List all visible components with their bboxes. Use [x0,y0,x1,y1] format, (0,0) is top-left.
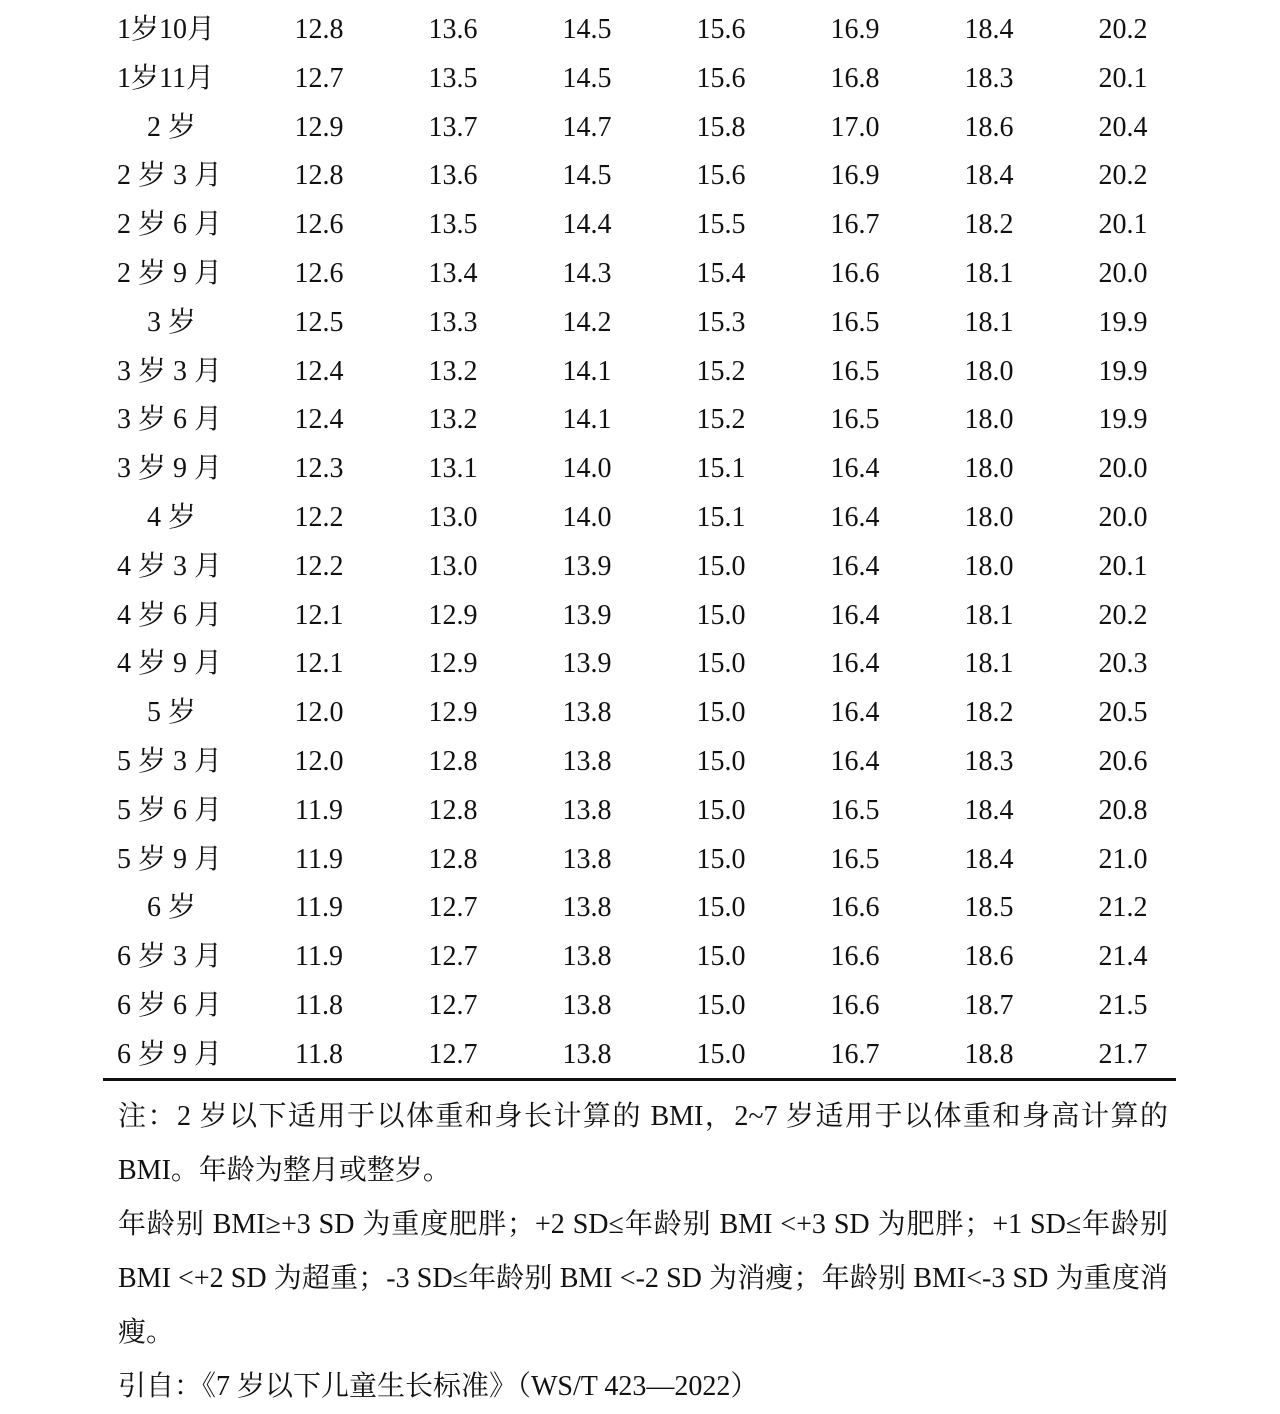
age-cell: 2 岁 3 月 [117,160,223,192]
bmi-value-cell: 16.4 [830,697,880,729]
bmi-value-cell: 21.7 [1098,1038,1148,1070]
age-cell: 5 岁 3 月 [117,745,223,777]
bmi-value-cell: 20.2 [1098,599,1148,631]
bmi-value-cell: 12.2 [294,501,344,533]
bmi-value-cell: 16.5 [830,355,880,387]
bmi-value-cell: 15.0 [696,941,746,973]
table-row [103,738,1190,787]
bmi-value-cell: 17.0 [830,111,880,143]
bmi-value-cell: 18.7 [964,989,1014,1021]
bmi-value-cell: 11.9 [295,892,343,924]
bmi-value-cell: 14.5 [562,160,612,192]
age-cell: 1岁10月 [117,14,216,45]
bmi-value-cell: 16.5 [830,794,880,826]
bmi-value-cell: 15.6 [696,62,746,94]
bmi-value-cell: 18.4 [964,843,1014,875]
bmi-value-cell: 21.4 [1098,941,1148,973]
bmi-value-cell: 13.8 [562,892,612,924]
bmi-value-cell: 13.6 [428,14,478,45]
table-row [103,884,1190,933]
age-cell: 4 岁 6 月 [117,599,223,631]
bmi-value-cell: 12.4 [294,355,344,387]
bmi-value-cell: 13.8 [562,745,612,777]
table-row [103,104,1190,153]
bmi-value-cell: 13.5 [428,62,478,94]
bmi-value-cell: 14.3 [562,257,612,289]
bmi-value-cell: 14.0 [562,501,612,533]
bmi-table-body [103,6,1190,1080]
bmi-value-cell: 15.0 [696,989,746,1021]
table-row [103,640,1190,689]
bmi-value-cell: 12.9 [428,648,478,680]
bmi-value-cell: 12.9 [428,599,478,631]
bmi-value-cell: 16.5 [830,306,880,338]
table-row [103,933,1190,982]
bmi-value-cell: 11.9 [295,941,343,973]
bmi-value-cell: 18.6 [964,941,1014,973]
bmi-value-cell: 16.4 [830,550,880,582]
age-cell: 5 岁 [147,697,197,729]
bmi-value-cell: 13.8 [562,989,612,1021]
bmi-value-cell: 13.8 [562,794,612,826]
bmi-value-cell: 12.9 [294,111,344,143]
bmi-value-cell: 15.0 [696,745,746,777]
bmi-value-cell: 20.2 [1098,160,1148,192]
age-cell: 6 岁 6 月 [117,989,223,1021]
bmi-value-cell: 12.0 [294,745,344,777]
bmi-value-cell: 20.4 [1098,111,1148,143]
table-row [103,787,1190,836]
table-row [103,201,1190,250]
table-row [103,250,1190,299]
age-cell: 6 岁 3 月 [117,941,223,973]
bmi-value-cell: 11.8 [295,989,343,1021]
bmi-value-cell: 13.5 [428,209,478,241]
bmi-value-cell: 14.4 [562,209,612,241]
table-row [103,543,1190,592]
bmi-value-cell: 16.4 [830,745,880,777]
bmi-value-cell: 15.2 [696,355,746,387]
age-cell: 3 岁 9 月 [117,453,223,485]
bmi-value-cell: 15.0 [696,843,746,875]
bmi-value-cell: 16.6 [830,892,880,924]
bmi-value-cell: 20.6 [1098,745,1148,777]
bmi-value-cell: 13.0 [428,501,478,533]
bmi-value-cell: 18.3 [964,62,1014,94]
bmi-value-cell: 15.2 [696,404,746,436]
bmi-value-cell: 20.1 [1098,62,1148,94]
bmi-value-cell: 12.7 [428,892,478,924]
bmi-value-cell: 12.9 [428,697,478,729]
age-cell: 2 岁 9 月 [117,257,223,289]
bmi-value-cell: 13.9 [562,599,612,631]
table-row [103,55,1190,104]
bmi-value-cell: 12.3 [294,453,344,485]
bmi-value-cell: 12.1 [294,599,344,631]
bmi-value-cell: 16.4 [830,648,880,680]
bmi-value-cell: 12.8 [294,14,344,45]
bmi-value-cell: 18.4 [964,794,1014,826]
bmi-value-cell: 15.4 [696,257,746,289]
bmi-value-cell: 18.3 [964,745,1014,777]
bmi-value-cell: 16.6 [830,989,880,1021]
age-cell: 1岁11月 [117,62,214,94]
bmi-value-cell: 14.2 [562,306,612,338]
table-row [103,836,1190,885]
bmi-value-cell: 13.9 [562,550,612,582]
note-age-applicability: 注：2 岁以下适用于以体重和身长计算的 BMI，2~7 岁适用于以体重和身高计算的 BMI。年龄为整月或整岁。 [118,1101,1168,1186]
bmi-value-cell: 18.0 [964,404,1014,436]
bmi-value-cell: 15.0 [696,599,746,631]
bmi-value-cell: 15.0 [696,892,746,924]
bmi-value-cell: 15.1 [696,501,746,533]
bmi-value-cell: 19.9 [1098,355,1148,387]
bmi-value-cell: 16.8 [830,62,880,94]
bmi-value-cell: 20.3 [1098,648,1148,680]
table-bottom-rule [103,1078,1176,1081]
bmi-value-cell: 16.7 [830,1038,880,1070]
bmi-value-cell: 20.0 [1098,501,1148,533]
table-row [103,1031,1190,1080]
bmi-value-cell: 12.7 [294,62,344,94]
bmi-value-cell: 15.0 [696,648,746,680]
bmi-value-cell: 21.2 [1098,892,1148,924]
age-cell: 6 岁 9 月 [117,1038,223,1070]
bmi-value-cell: 14.1 [562,355,612,387]
bmi-value-cell: 16.5 [830,404,880,436]
table-row [103,396,1190,445]
bmi-value-cell: 13.8 [562,1038,612,1070]
bmi-value-cell: 18.1 [964,648,1014,680]
bmi-value-cell: 18.4 [964,14,1014,45]
bmi-value-cell: 20.5 [1098,697,1148,729]
bmi-value-cell: 15.3 [696,306,746,338]
bmi-value-cell: 16.4 [830,599,880,631]
bmi-value-cell: 13.8 [562,697,612,729]
bmi-value-cell: 14.5 [562,14,612,45]
table-row [103,445,1190,494]
bmi-value-cell: 14.5 [562,62,612,94]
bmi-value-cell: 16.7 [830,209,880,241]
bmi-value-cell: 13.8 [562,941,612,973]
bmi-value-cell: 12.6 [294,257,344,289]
bmi-value-cell: 21.5 [1098,989,1148,1021]
age-cell: 3 岁 3 月 [117,355,223,387]
bmi-value-cell: 19.9 [1098,404,1148,436]
bmi-table [103,6,1190,1080]
bmi-value-cell: 13.9 [562,648,612,680]
bmi-value-cell: 13.8 [562,843,612,875]
age-cell: 4 岁 [147,501,197,533]
table-row [103,592,1190,641]
table-row [103,494,1190,543]
bmi-value-cell: 18.5 [964,892,1014,924]
bmi-value-cell: 11.9 [295,794,343,826]
table-row [103,299,1190,348]
bmi-value-cell: 12.7 [428,989,478,1021]
bmi-value-cell: 20.1 [1098,209,1148,241]
bmi-value-cell: 18.8 [964,1038,1014,1070]
bmi-value-cell: 12.8 [428,794,478,826]
bmi-value-cell: 13.2 [428,355,478,387]
bmi-value-cell: 18.1 [964,599,1014,631]
bmi-value-cell: 12.4 [294,404,344,436]
age-cell: 6 岁 [147,892,197,924]
bmi-value-cell: 15.6 [696,14,746,45]
bmi-value-cell: 20.1 [1098,550,1148,582]
age-cell: 5 岁 6 月 [117,794,223,826]
age-cell: 4 岁 3 月 [117,550,223,582]
bmi-value-cell: 16.6 [830,941,880,973]
bmi-value-cell: 12.5 [294,306,344,338]
bmi-value-cell: 13.3 [428,306,478,338]
bmi-value-cell: 15.0 [696,697,746,729]
bmi-value-cell: 12.7 [428,1038,478,1070]
bmi-value-cell: 14.1 [562,404,612,436]
table-row [103,152,1190,201]
bmi-value-cell: 12.8 [428,843,478,875]
bmi-value-cell: 15.5 [696,209,746,241]
bmi-value-cell: 18.1 [964,257,1014,289]
bmi-value-cell: 13.0 [428,550,478,582]
age-cell: 2 岁 6 月 [117,209,223,241]
bmi-value-cell: 19.9 [1098,306,1148,338]
bmi-value-cell: 15.6 [696,160,746,192]
bmi-value-cell: 12.0 [294,697,344,729]
bmi-value-cell: 13.1 [428,453,478,485]
bmi-value-cell: 16.4 [830,453,880,485]
bmi-value-cell: 15.8 [696,111,746,143]
bmi-value-cell: 20.8 [1098,794,1148,826]
bmi-value-cell: 12.2 [294,550,344,582]
bmi-value-cell: 15.0 [696,550,746,582]
bmi-value-cell: 18.6 [964,111,1014,143]
bmi-value-cell: 16.9 [830,160,880,192]
age-cell: 3 岁 6 月 [117,404,223,436]
bmi-value-cell: 16.6 [830,257,880,289]
bmi-value-cell: 15.0 [696,1038,746,1070]
bmi-value-cell: 13.7 [428,111,478,143]
age-cell: 2 岁 [147,111,197,143]
bmi-value-cell: 13.2 [428,404,478,436]
bmi-value-cell: 16.4 [830,501,880,533]
bmi-value-cell: 21.0 [1098,843,1148,875]
table-row [103,982,1190,1031]
bmi-value-cell: 15.0 [696,794,746,826]
age-cell: 5 岁 9 月 [117,843,223,875]
bmi-value-cell: 12.6 [294,209,344,241]
bmi-value-cell: 11.9 [295,843,343,875]
bmi-value-cell: 20.0 [1098,257,1148,289]
bmi-value-cell: 12.8 [294,160,344,192]
bmi-value-cell: 11.8 [295,1038,343,1070]
table-row [103,6,1190,55]
age-cell: 4 岁 9 月 [117,648,223,680]
bmi-value-cell: 16.9 [830,14,880,45]
bmi-value-cell: 16.5 [830,843,880,875]
bmi-value-cell: 12.7 [428,941,478,973]
table-row [103,689,1190,738]
bmi-value-cell: 20.2 [1098,14,1148,45]
bmi-value-cell: 18.0 [964,453,1014,485]
bmi-value-cell: 20.0 [1098,453,1148,485]
bmi-value-cell: 18.0 [964,550,1014,582]
bmi-value-cell: 18.4 [964,160,1014,192]
bmi-value-cell: 15.1 [696,453,746,485]
bmi-value-cell: 18.2 [964,209,1014,241]
table-row [103,348,1190,397]
bmi-value-cell: 18.0 [964,355,1014,387]
bmi-value-cell: 18.1 [964,306,1014,338]
bmi-value-cell: 18.0 [964,501,1014,533]
bmi-value-cell: 18.2 [964,697,1014,729]
bmi-value-cell: 14.7 [562,111,612,143]
note-source-citation: 引自：《7 岁以下儿童生长标准》（WS/T 423—2022） [118,1371,759,1402]
bmi-value-cell: 12.8 [428,745,478,777]
note-bmi-classification: 年龄别 BMI≥+3 SD 为重度肥胖；+2 SD≤年龄别 BMI <+3 SD 为肥胖；+1 SD≤年龄别 BMI <+2 SD 为超重；-3 SD≤年龄别 BMI <-2 SD 为消瘦；年龄别 BMI<-3 SD 为重度消瘦。 [118,1209,1168,1348]
age-cell: 3 岁 [147,306,197,338]
table-notes [118,1090,1168,1414]
bmi-value-cell: 13.4 [428,257,478,289]
bmi-value-cell: 12.1 [294,648,344,680]
bmi-value-cell: 14.0 [562,453,612,485]
bmi-value-cell: 13.6 [428,160,478,192]
